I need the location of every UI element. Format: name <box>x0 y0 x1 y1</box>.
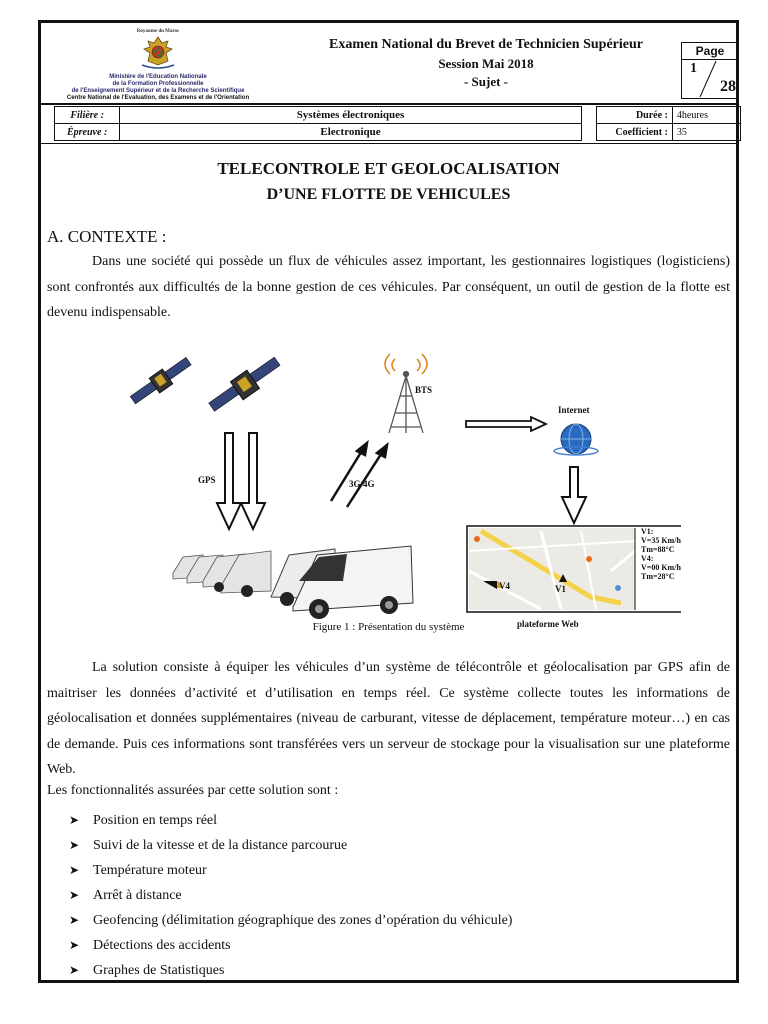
platform-label: plateforme Web <box>517 619 579 629</box>
sujet-label: - Sujet - <box>463 74 509 89</box>
duree-label: Durée : <box>596 107 672 124</box>
feature-text: Graphes de Statistiques <box>93 963 225 978</box>
stats-line: V=35 Km/h <box>641 536 681 545</box>
page-number: 1 <box>690 61 697 76</box>
document-title-line-2: D’UNE FLOTTE DE VEHICULES <box>266 186 511 203</box>
paragraph-solution-text: La solution consiste à équiper les véhicules d’un système de télécontrôle et géolocalisation par GPS afin de maitriser les données d’activité et d’utilisation en temps réel. Ce système collecte toutes les informations de géolocalisation et données supplémentaires (niveau de carburant, vitesse de déplacement, température moteur…) en cas de demande. Puis ces informations sont transférées vers un serveur de stockage pour la visualisation sur une plateforme Web. <box>47 660 730 777</box>
coefficient-label: Coefficient : <box>596 124 672 141</box>
page-total: 28 <box>720 78 736 95</box>
bts-label: BTS <box>415 385 433 395</box>
list-item <box>69 933 512 958</box>
list-item <box>69 958 512 983</box>
session-label: Session Mai 2018 <box>438 56 534 71</box>
coefficient-value: 35 <box>672 124 740 141</box>
exam-title: Examen National du Brevet de Technicien Supérieur <box>329 37 643 52</box>
stats-line: V=00 Km/h <box>641 563 681 572</box>
stats-line: V1: <box>641 527 654 536</box>
ministry-line-2: de la Formation Professionnelle <box>112 81 204 87</box>
epreuve-label: Épreuve : <box>55 124 120 141</box>
epreuve-value: Electronique <box>120 124 581 141</box>
network-uplink-arrows <box>331 443 387 507</box>
exam-info-table <box>54 106 741 141</box>
ministry-line-3: de l'Enseignement Supérieur et de la Recherche Scientifique <box>71 88 245 94</box>
features-intro: Les fonctionnalités assurées par cette solution sont : <box>47 783 339 798</box>
stats-line: Tm=28°C <box>641 572 675 581</box>
page-frame <box>38 20 739 983</box>
paragraph-context <box>47 249 730 326</box>
page-number-box <box>681 42 739 99</box>
bts-to-internet-arrow <box>466 417 546 431</box>
arrow-bullet-icon: ➤ <box>69 963 80 977</box>
internet-to-platform-arrow <box>562 467 586 523</box>
page-label: Page <box>682 43 738 60</box>
list-item <box>69 883 512 908</box>
filiere-label: Filière : <box>55 107 120 124</box>
paragraph-context-text: Dans une société qui possède un flux de véhicules assez important, les gestionnaires logistiques (logisticiens) sont confrontés aux difficultés de la bonne gestion de ces véhicules. Par conséquent, un outil de gestion de la flotte est devenu indispensable. <box>47 254 730 320</box>
ministry-logo-block <box>43 26 273 102</box>
v4-map-label: V4 <box>499 581 510 591</box>
features-list <box>69 808 512 983</box>
list-item <box>69 833 512 858</box>
arrow-bullet-icon: ➤ <box>69 938 80 952</box>
v1-map-label: V1 <box>555 584 566 594</box>
evaluation-center: Centre National de l'Evaluation, des Examens et de l'Orientation <box>66 95 250 101</box>
figure-caption: Figure 1 : Présentation du système <box>312 621 465 633</box>
gps-downlink-arrows <box>217 433 265 529</box>
internet-globe-icon <box>554 424 598 455</box>
kingdom-label: Royaume du Maroc <box>136 29 180 34</box>
vehicle-stats-panel <box>641 527 681 581</box>
arrow-bullet-icon: ➤ <box>69 838 80 852</box>
gps-label: GPS <box>198 475 216 485</box>
satellite-icon <box>206 353 284 417</box>
feature-text: Geofencing (délimitation géographique des zones d’opération du véhicule) <box>93 913 513 928</box>
vehicle-fleet-image <box>173 546 413 619</box>
filiere-value: Systèmes électroniques <box>120 107 581 124</box>
ministry-line-1: Ministère de l'Education Nationale <box>109 74 207 80</box>
feature-text: Détections des accidents <box>93 938 231 953</box>
section-heading-contexte: A. CONTEXTE : <box>47 227 167 246</box>
feature-text: Arrêt à distance <box>93 888 182 903</box>
document-title-line-1: TELECONTROLE ET GEOLOCALISATION <box>217 159 560 178</box>
arrow-bullet-icon: ➤ <box>69 913 80 927</box>
table-gap <box>581 107 596 124</box>
network-label: 3G/4G <box>349 479 375 489</box>
arrow-bullet-icon: ➤ <box>69 863 80 877</box>
header-separator <box>41 143 736 144</box>
paragraph-solution <box>47 655 730 783</box>
list-item <box>69 908 512 933</box>
internet-label: Internet <box>558 405 590 415</box>
feature-text: Suivi de la vitesse et de la distance parcourue <box>93 838 348 853</box>
arrow-bullet-icon: ➤ <box>69 813 80 827</box>
arrow-bullet-icon: ➤ <box>69 888 80 902</box>
list-item <box>69 858 512 883</box>
feature-text: Température moteur <box>93 863 207 878</box>
royal-crest-icon <box>138 35 178 69</box>
table-gap <box>581 124 596 141</box>
list-item <box>69 808 512 833</box>
duree-value: 4heures <box>672 107 740 124</box>
satellite-icon <box>128 354 194 408</box>
exam-header <box>41 23 736 105</box>
feature-text: Position en temps réel <box>93 813 218 828</box>
stats-line: V4: <box>641 554 654 563</box>
stats-line: Tm=88°C <box>641 545 675 554</box>
